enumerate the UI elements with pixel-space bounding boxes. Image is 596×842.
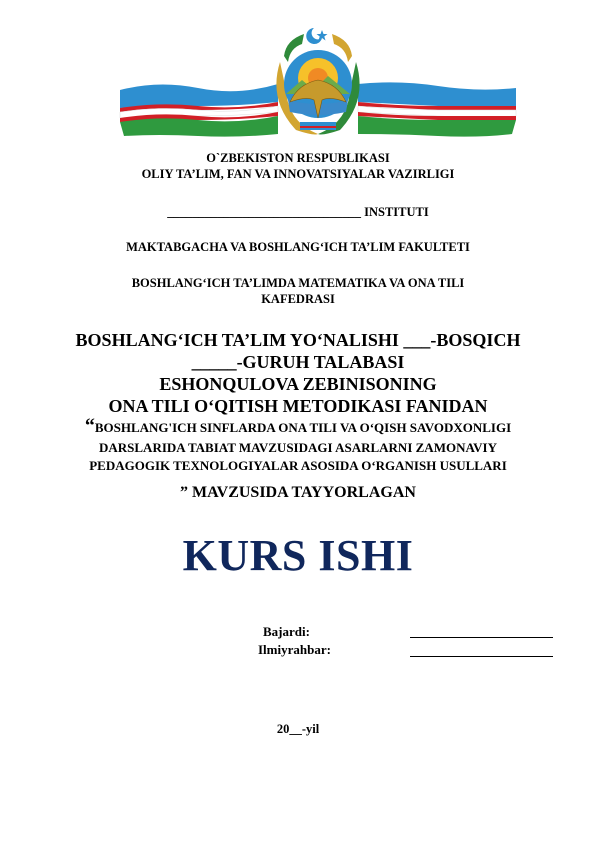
emblem-flags-graphic (118, 22, 518, 137)
department-line-1: BOSHLANG‘ICH TA’LIMDA MATEMATIKA VA ONA TILI (131, 276, 465, 290)
topic-line-2: DARSLARIDA TABIAT MAVZUSIDAGI ASARLARNI ZAMONAVIY (98, 440, 498, 455)
ministry-name: OLIY TA’LIM, FAN VA INNOVATSIYALAR VAZIRLIGI (141, 167, 455, 181)
faculty-name: MAKTABGACHA VA BOSHLANG‘ICH TA’LIM FAKULTETI (126, 240, 470, 254)
ilmiyrahbar-signature-line (410, 656, 553, 657)
republic-name: O`ZBEKISTON RESPUBLIKASI (206, 151, 390, 165)
subject-line: ONA TILI O‘QITISH METODIKASI FANIDAN (108, 396, 488, 416)
topic-open-quote: “ (84, 415, 95, 437)
institute-blank: _______________________________ (167, 205, 361, 219)
institute-label: INSTITUTI (364, 205, 429, 219)
department-line-2: KAFEDRASI (261, 292, 335, 306)
topic-text-1: BOSHLANG'ICH SINFLARDA ONA TILI VA O‘QISH SAVODXONLIGI (94, 420, 512, 435)
coat-of-arms-icon (276, 28, 359, 135)
ilmiyrahbar-label: Ilmiyrahbar: (258, 642, 331, 657)
student-name: ESHONQULOVA ZEBINISONING (159, 374, 437, 394)
document-title: KURS ISHI (182, 531, 414, 580)
topic-line-3: PEDAGOGIK TEXNOLOGIYALAR ASOSIDA O‘RGANISH USULLARI (89, 458, 507, 473)
year-text: 20__-yil (276, 722, 320, 736)
student-line-2: _____-GURUH TALABASI (191, 352, 405, 372)
state-emblem-with-flags (118, 22, 518, 137)
right-flag-icon (358, 82, 516, 136)
bajardi-label: Bajardi: (263, 624, 310, 639)
topic-closing: ” MAVZUSIDA TAYYORLAGAN (180, 484, 416, 501)
institute-line (0, 204, 596, 220)
student-line-1: BOSHLANG‘ICH TA’LIM YO‘NALISHI ___-BOSQICH (75, 330, 521, 350)
topic-line-1 (0, 415, 596, 437)
bajardi-signature-line (410, 637, 553, 638)
left-flag-icon (120, 84, 278, 137)
